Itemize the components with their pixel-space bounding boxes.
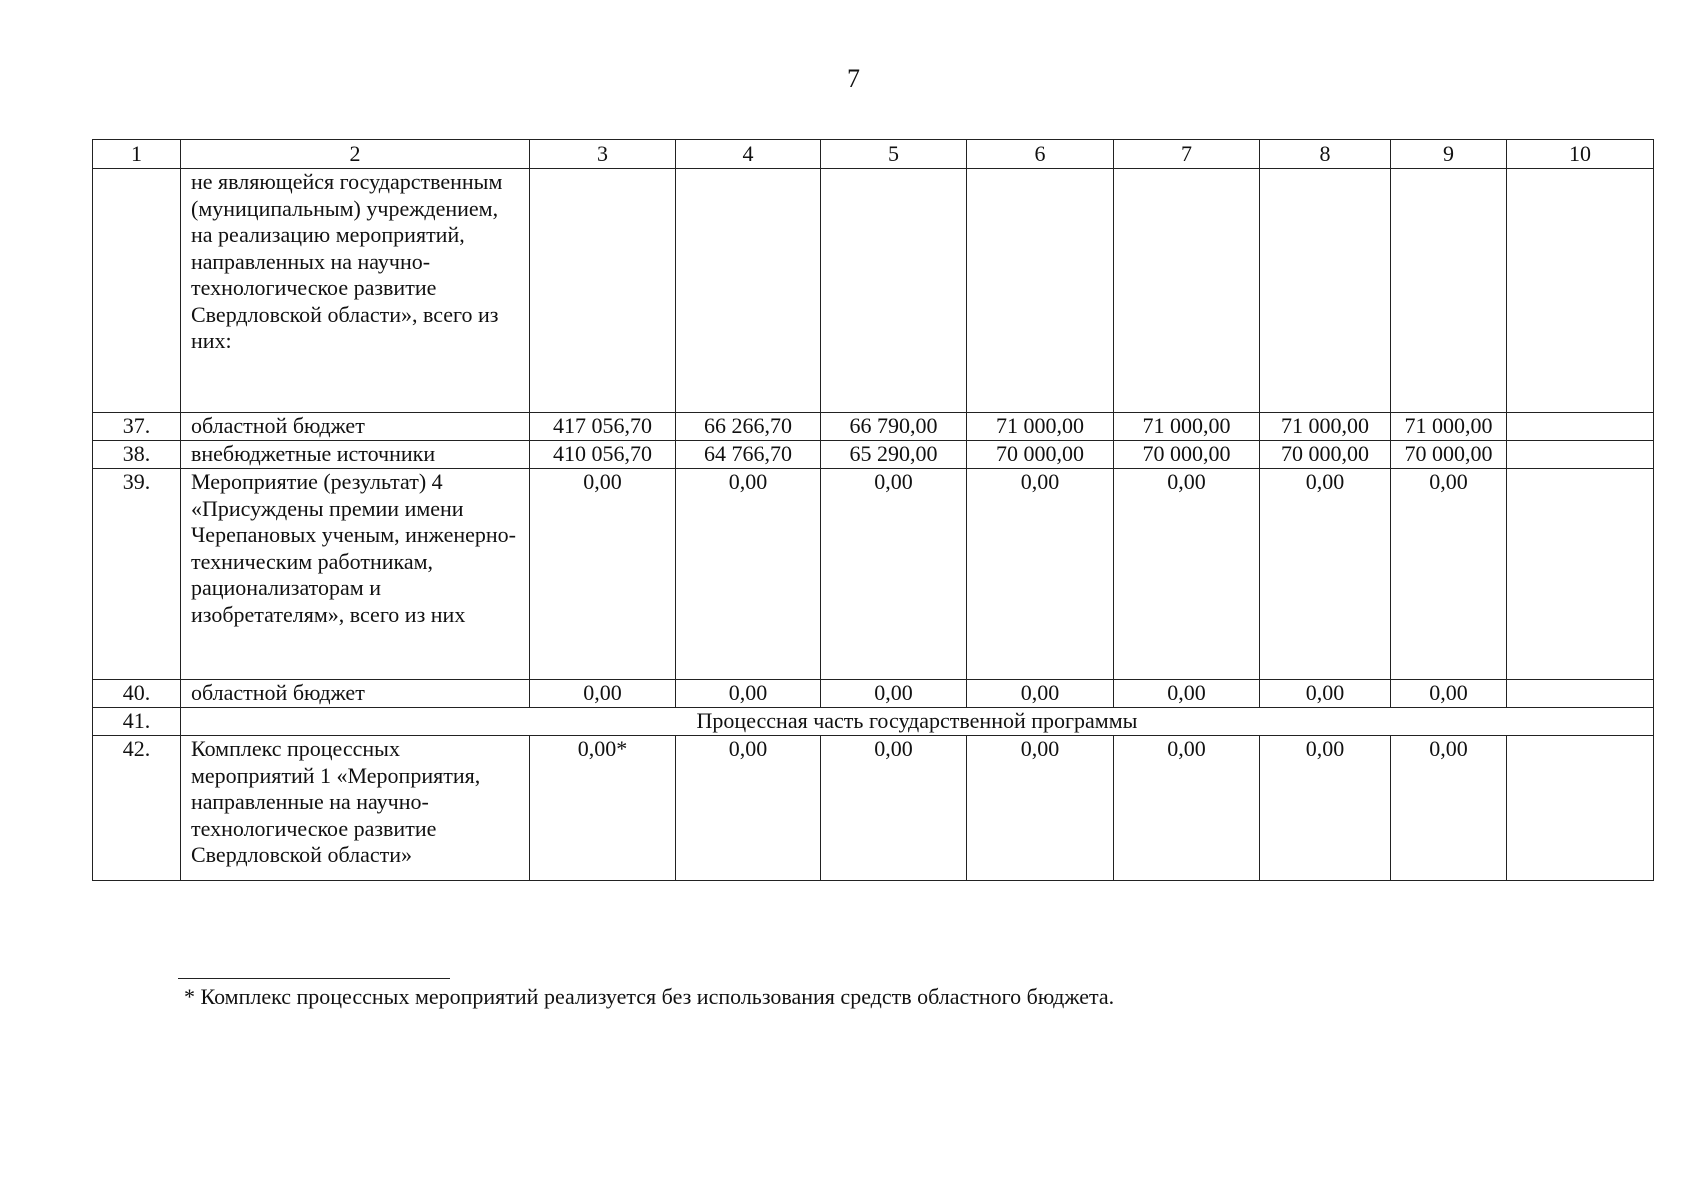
row-description: Мероприятие (результат) 4 «Присуждены премии имени Черепановых ученым, инженерно-техническим работникам, рационализаторам и изобретателям», всего из них: [181, 469, 530, 680]
row-value: 66 266,70: [676, 413, 821, 441]
row-number: [93, 169, 181, 413]
row-value: 0,00: [676, 680, 821, 708]
row-value: 0,00: [1114, 469, 1260, 680]
row-value: 0,00: [530, 469, 676, 680]
row-value: [676, 169, 821, 413]
table-row: [93, 736, 1654, 881]
row-number: 41.: [93, 708, 181, 736]
row-description: не являющейся государственным (муниципальным) учреждением, на реализацию мероприятий, направленных на научно-технологическое развитие Свердловской области», всего из них:: [181, 169, 530, 413]
row-value: 0,00: [1391, 469, 1507, 680]
row-value: [1507, 413, 1654, 441]
row-value: 0,00: [967, 736, 1114, 881]
row-number: 40.: [93, 680, 181, 708]
row-value: 70 000,00: [1391, 441, 1507, 469]
row-value: [1391, 169, 1507, 413]
column-header: 1: [93, 140, 181, 169]
row-value: 65 290,00: [821, 441, 967, 469]
row-value: 0,00: [821, 736, 967, 881]
row-value: 0,00: [530, 680, 676, 708]
table-header-row: [93, 140, 1654, 169]
row-value: 0,00: [1114, 680, 1260, 708]
column-header: 4: [676, 140, 821, 169]
row-value: 0,00: [821, 680, 967, 708]
section-title: Процессная часть государственной программы: [181, 708, 1654, 736]
table-row: [93, 441, 1654, 469]
footnote-divider: [178, 978, 450, 979]
row-value: 0,00: [1391, 736, 1507, 881]
row-value: 66 790,00: [821, 413, 967, 441]
row-value: [1507, 680, 1654, 708]
row-value: [1114, 169, 1260, 413]
row-value: 410 056,70: [530, 441, 676, 469]
column-header: 7: [1114, 140, 1260, 169]
row-value: 0,00: [821, 469, 967, 680]
row-value: [530, 169, 676, 413]
footnote: * Комплекс процессных мероприятий реализуется без использования средств областного бюджета.: [184, 984, 1115, 1009]
table-row: [93, 708, 1654, 736]
row-value: 70 000,00: [1260, 441, 1391, 469]
row-value: 70 000,00: [1114, 441, 1260, 469]
column-header: 10: [1507, 140, 1654, 169]
table-row: [93, 413, 1654, 441]
row-description: внебюджетные источники: [181, 441, 530, 469]
row-value: 417 056,70: [530, 413, 676, 441]
row-value: 0,00: [1114, 736, 1260, 881]
row-value: [967, 169, 1114, 413]
page-number: 7: [847, 64, 860, 93]
row-value: 70 000,00: [967, 441, 1114, 469]
table-row: [93, 680, 1654, 708]
row-value: 64 766,70: [676, 441, 821, 469]
row-value: 71 000,00: [1114, 413, 1260, 441]
row-number: 38.: [93, 441, 181, 469]
row-value: [1507, 441, 1654, 469]
table-row: [93, 169, 1654, 413]
row-value: 71 000,00: [1391, 413, 1507, 441]
row-number: 42.: [93, 736, 181, 881]
row-value: [1260, 169, 1391, 413]
column-header: 8: [1260, 140, 1391, 169]
budget-table: [92, 139, 1654, 881]
row-number: 39.: [93, 469, 181, 680]
row-description: областной бюджет: [181, 413, 530, 441]
column-header: 9: [1391, 140, 1507, 169]
row-description: областной бюджет: [181, 680, 530, 708]
column-header: 5: [821, 140, 967, 169]
row-value: 0,00: [1260, 736, 1391, 881]
column-header: 3: [530, 140, 676, 169]
row-value: 0,00: [967, 680, 1114, 708]
row-value: [1507, 469, 1654, 680]
row-value: [821, 169, 967, 413]
row-value: 0,00: [1391, 680, 1507, 708]
row-value: [1507, 169, 1654, 413]
row-value: 71 000,00: [1260, 413, 1391, 441]
column-header: 6: [967, 140, 1114, 169]
row-description: Комплекс процессных мероприятий 1 «Мероприятия, направленные на научно-технологическое развитие Свердловской области»: [181, 736, 530, 881]
row-value: 0,00: [676, 469, 821, 680]
row-value: 71 000,00: [967, 413, 1114, 441]
column-header: 2: [181, 140, 530, 169]
row-value: 0,00: [1260, 469, 1391, 680]
table-row: [93, 469, 1654, 680]
row-value: 0,00: [967, 469, 1114, 680]
row-value: [1507, 736, 1654, 881]
row-number: 37.: [93, 413, 181, 441]
row-value: 0,00*: [530, 736, 676, 881]
row-value: 0,00: [676, 736, 821, 881]
row-value: 0,00: [1260, 680, 1391, 708]
